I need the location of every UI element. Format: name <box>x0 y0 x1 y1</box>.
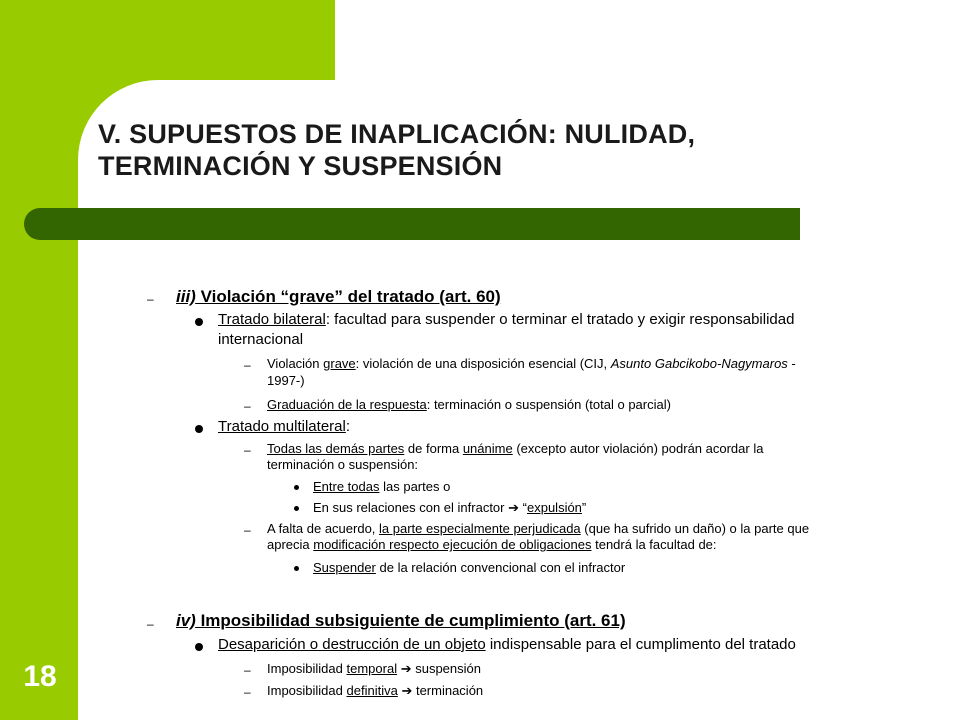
dash-marker: – <box>244 663 251 677</box>
no-agreement-line2 <box>267 537 717 552</box>
dash-marker: – <box>147 292 154 306</box>
between-all-item <box>313 479 450 494</box>
text-run: terminación <box>412 683 484 698</box>
grave-violation-item <box>267 356 796 371</box>
affected-party-label: la parte especialmente perjudicada <box>379 521 581 536</box>
temporary-impossibility-item <box>267 661 481 677</box>
text-run: de forma <box>404 441 463 456</box>
definitive-label: definitiva <box>346 683 398 698</box>
bullet-dot <box>195 318 203 326</box>
graduation-item <box>267 397 671 412</box>
grave-violation-line2: 1997-) <box>267 373 305 388</box>
sub-bullet-dot <box>294 566 299 571</box>
expulsion-label: expulsión <box>526 500 582 515</box>
text-run: “ <box>522 500 527 515</box>
text-run: suspensión <box>411 661 481 676</box>
section-iv-heading <box>176 611 626 631</box>
text-run: ” <box>581 500 587 515</box>
between-all-label: Entre todas <box>313 479 380 494</box>
dash-marker: – <box>147 617 154 631</box>
sub-bullet-dot <box>294 485 299 490</box>
heading-roman: iii) <box>176 287 196 306</box>
graduation-label: Graduación de la respuesta <box>267 397 427 412</box>
object-destruction-item <box>218 636 796 653</box>
bilateral-text: : facultad para suspender o terminar el tratado y exigir responsabilidad <box>325 311 795 328</box>
grave-label: grave <box>323 356 356 371</box>
text-run: tendrá la facultad de: <box>591 537 717 552</box>
all-parties-item <box>267 441 763 456</box>
heading-text: Imposibilidad subsiguiente de cumplimiento (art. 61) <box>195 611 626 630</box>
case-name: Asunto Gabcikobo-Nagymaros <box>610 356 788 371</box>
arrow-right-icon: ➔ <box>508 500 520 515</box>
text-run: : violación de una disposición esencial (CIJ, <box>355 356 611 371</box>
text-run: Imposibilidad <box>267 683 347 698</box>
text-run: En sus relaciones con el infractor <box>313 500 509 515</box>
bilateral-item-line2: internacional <box>218 331 304 348</box>
definitive-impossibility-item <box>267 683 483 699</box>
text-run: : terminación o suspensión (total o parcial) <box>426 397 671 412</box>
multilateral-item <box>218 418 350 435</box>
title-line-1: V. SUPUESTOS DE INAPLICACIÓN: NULIDAD, <box>98 119 696 149</box>
bullet-dot <box>195 643 203 651</box>
no-agreement-item <box>267 521 809 536</box>
section-iii-heading <box>176 287 501 307</box>
modification-label: modificación respecto ejecución de obligaciones <box>313 537 592 552</box>
temporary-label: temporal <box>346 661 398 676</box>
multilateral-label: Tratado multilateral <box>218 418 346 435</box>
text-run: apreciа <box>267 537 314 552</box>
text-run: Imposibilidad <box>267 661 347 676</box>
dash-marker: – <box>244 685 251 699</box>
text-run: A falta de acuerdo, <box>267 521 380 536</box>
sub-bullet-dot <box>294 506 299 511</box>
text-run: : <box>345 418 351 435</box>
dash-marker: – <box>244 399 251 413</box>
all-parties-label: Todas las demás partes <box>267 441 405 456</box>
arrow-right-icon: ➔ <box>400 661 412 676</box>
text-run: (excepto autor violación) podrán acordar la <box>512 441 764 456</box>
dash-marker: – <box>244 523 251 537</box>
suspend-label: Suspender <box>313 560 376 575</box>
expulsion-item <box>313 500 586 516</box>
object-destruction-label: Desaparición o destrucción de un objeto <box>218 636 486 653</box>
dash-marker: – <box>244 443 251 457</box>
all-parties-line2: terminación o suspensión: <box>267 457 419 472</box>
arrow-right-icon: ➔ <box>401 683 413 698</box>
text-run: de la relación convencional con el infractor <box>375 560 626 575</box>
text-run: indispensable para el cumplimento del tratado <box>485 636 796 653</box>
suspend-item <box>313 560 625 575</box>
bullet-dot <box>195 425 203 433</box>
text-run: Violación <box>267 356 324 371</box>
heading-roman: iv) <box>176 611 196 630</box>
text-run: (que ha sufrido un daño) o la parte que <box>580 521 810 536</box>
unanimous-label: unánime <box>462 441 513 456</box>
text-run: las partes o <box>379 479 451 494</box>
slide-number: 18 <box>23 660 57 693</box>
title-line-2: TERMINACIÓN Y SUSPENSIÓN <box>98 151 503 181</box>
text-run: - <box>787 356 796 371</box>
dash-marker: – <box>244 358 251 372</box>
bilateral-item <box>218 311 794 328</box>
heading-text: Violación “grave” del tratado (art. 60) <box>195 287 501 306</box>
bilateral-label: Tratado bilateral <box>218 311 326 328</box>
